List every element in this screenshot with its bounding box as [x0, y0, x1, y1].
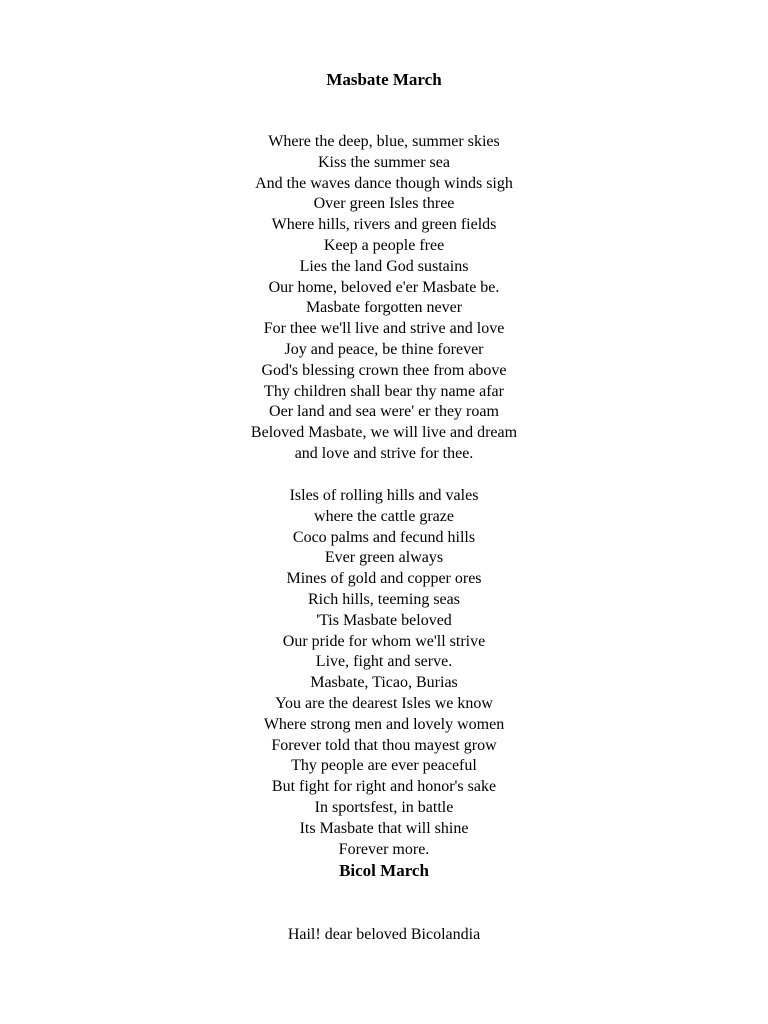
lyric-line: Its Masbate that will shine	[299, 819, 469, 837]
lyric-line: In sportsfest, in battle	[314, 798, 454, 816]
lyric-line: Joy and peace, be thine forever	[284, 340, 484, 358]
lyric-line: But fight for right and honor's sake	[271, 778, 497, 796]
lyric-line: Isles of rolling hills and vales	[289, 487, 479, 504]
lyric-line: And the waves dance though winds sigh	[255, 174, 513, 192]
stanza-3	[0, 925, 768, 946]
lyric-line: where the cattle graze	[314, 507, 454, 525]
lyric-line: Ever green always	[324, 549, 444, 567]
lyric-line: and love and strive for thee.	[294, 444, 474, 462]
lyric-line: Kiss the summer sea	[318, 153, 450, 171]
lyric-line: Masbate, Ticao, Burias	[310, 674, 458, 692]
lyric-line: Rich hills, teeming seas	[308, 590, 460, 608]
lyric-line: Over green Isles three	[313, 195, 455, 213]
lyric-line: Masbate forgotten never	[305, 299, 463, 317]
lyric-line: Thy children shall bear thy name afar	[264, 382, 504, 400]
lyric-line: Forever more.	[338, 840, 430, 858]
lyric-line: Forever told that thou mayest grow	[271, 736, 497, 754]
lyric-line: Coco palms and fecund hills	[292, 528, 476, 546]
lyric-line: Lies the land God sustains	[299, 257, 469, 275]
song-title-bicol-march: Bicol March	[339, 861, 429, 880]
lyric-line: Where hills, rivers and green fields	[271, 216, 497, 234]
lyric-line: Our pride for whom we'll strive	[282, 632, 486, 650]
lyric-line: Thy people are ever peaceful	[291, 757, 477, 775]
lyric-line: For thee we'll live and strive and love	[263, 320, 505, 338]
lyric-line: 'Tis Masbate beloved	[316, 611, 452, 629]
lyric-line: Live, fight and serve.	[315, 653, 453, 671]
lyric-line: Mines of gold and copper ores	[286, 570, 482, 588]
lyric-line: Hail! dear beloved Bicolandia	[287, 926, 481, 943]
lyric-line: Our home, beloved e'er Masbate be.	[268, 278, 500, 296]
lyric-line: You are the dearest Isles we know	[275, 694, 493, 712]
song-title-masbate-march: Masbate March	[326, 70, 442, 89]
lyric-line: Where the deep, blue, summer skies	[268, 133, 500, 150]
stanza-1	[0, 132, 768, 465]
lyric-line: Keep a people free	[323, 236, 445, 254]
lyric-line: Oer land and sea were' er they roam	[269, 403, 499, 421]
stanza-2	[0, 486, 768, 860]
lyric-line: God's blessing crown thee from above	[261, 361, 507, 379]
lyric-line: Where strong men and lovely women	[263, 715, 505, 733]
lyric-line: Beloved Masbate, we will live and dream	[250, 424, 518, 442]
